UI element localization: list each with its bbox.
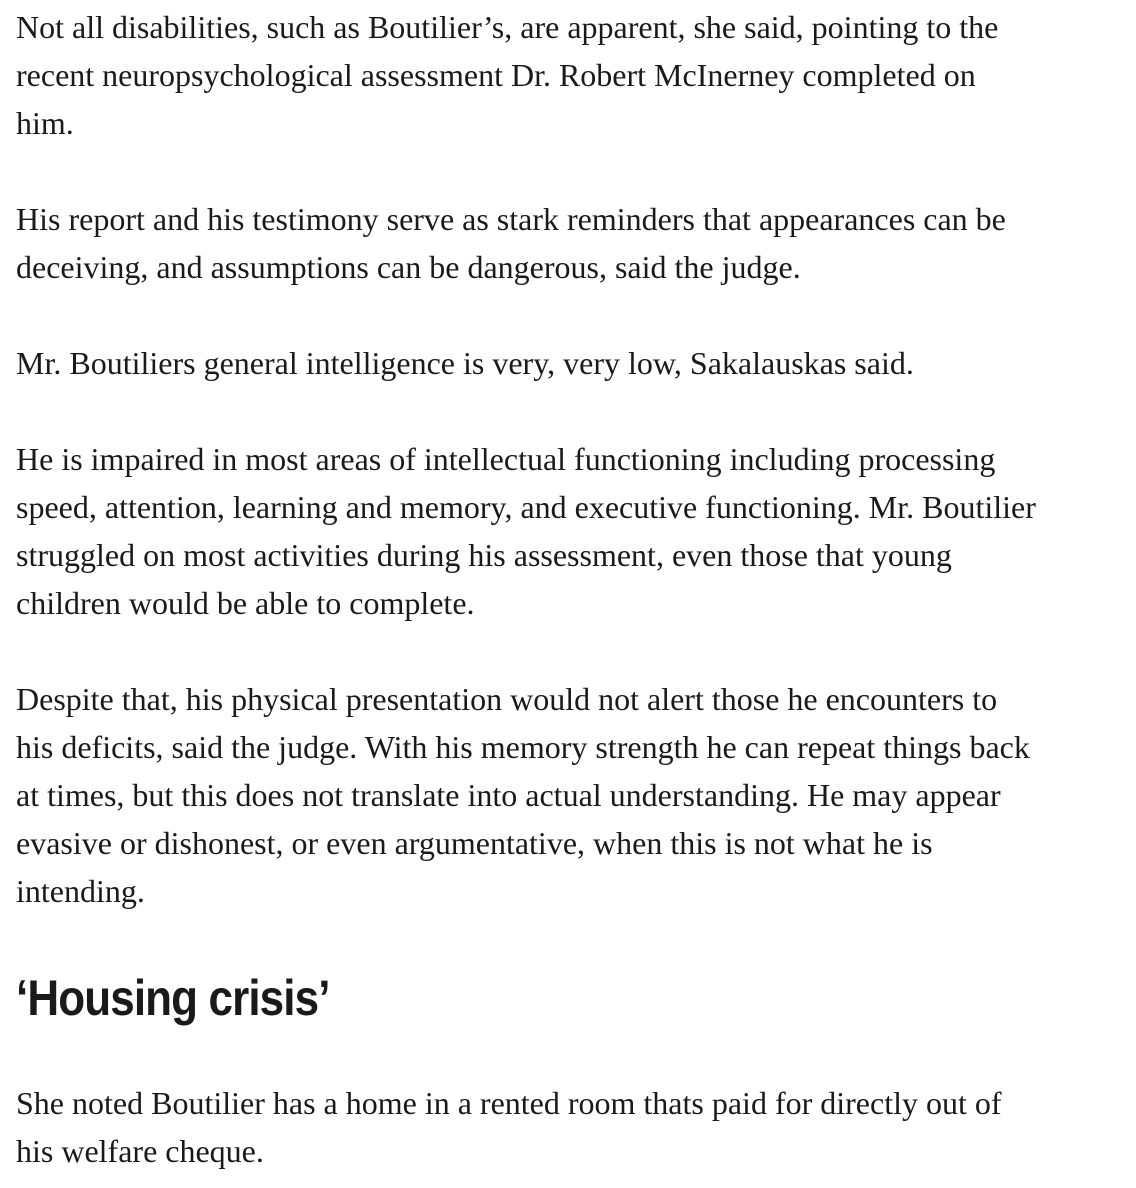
paragraph-disabilities: Not all disabilities, such as Boutilier’s, are apparent, she said, pointing to the recent neuropsychological assessment Dr. Robert McInerney completed on him. — [16, 9, 999, 141]
paragraph-intelligence: Mr. Boutiliers general intelligence is very, very low, Sakalauskas said. — [16, 345, 914, 381]
paragraph-physical-presentation: Despite that, his physical presentation would not alert those he encounters to his deficits, said the judge. With his memory strength he can repeat things back at times, but this does not translate into actual understanding. He may appear evasive or dishonest, or even argumentative, when this is not what he is intending. — [16, 681, 1030, 909]
paragraph-impairment: He is impaired in most areas of intellectual functioning including processing speed, attention, learning and memory, and executive functioning. Mr. Boutilier struggled on most activities during his assessment, even those that young children would be able to complete. — [16, 441, 1036, 621]
subheading-housing-crisis: ‘Housing crisis’ — [16, 970, 330, 1026]
paragraph-rented-room: She noted Boutilier has a home in a rented room thats paid for directly out of his welfare cheque. — [16, 1085, 1002, 1169]
paragraph-report-testimony: His report and his testimony serve as stark reminders that appearances can be deceiving, and assumptions can be dangerous, said the judge. — [16, 201, 1006, 285]
